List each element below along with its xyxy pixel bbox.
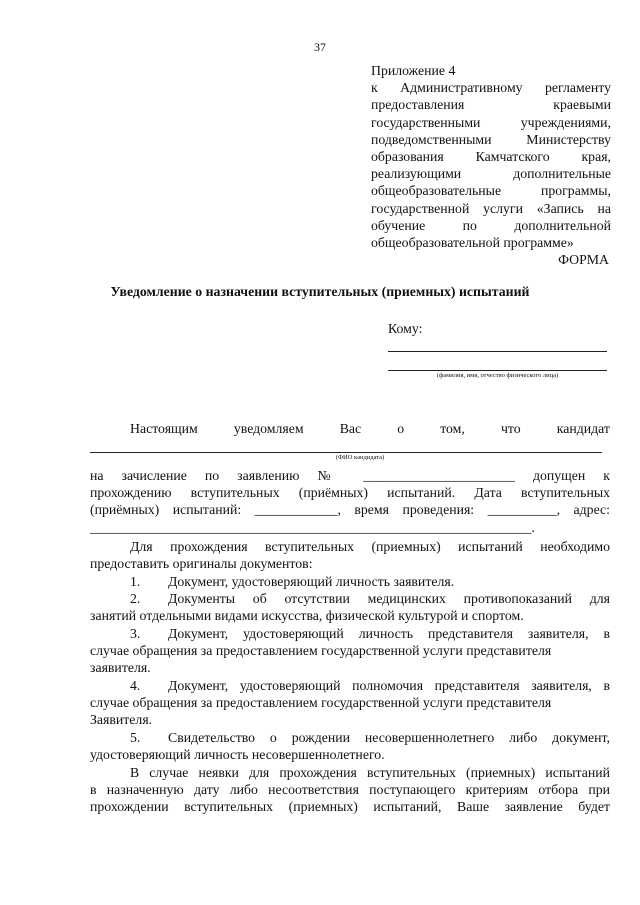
intro-word: о <box>397 421 405 436</box>
recipient-caption: (фамилия, имя, отчество физического лица) <box>436 372 559 379</box>
item-text: занятий отдельными видами искусства, физической культурой и спортом. <box>90 608 524 624</box>
form-label: ФОРМА <box>558 252 609 267</box>
paragraph-line: прохождению вступительных (приёмных) испытаний. Дата вступительных <box>90 485 610 501</box>
candidate-caption: (ФИО кандидата) <box>335 454 385 461</box>
item-text: Заявителя. <box>90 712 153 728</box>
list-item <box>90 590 610 624</box>
list-item <box>90 729 610 763</box>
item-text: удостоверяющий личность несовершеннолетнего. <box>90 747 385 763</box>
final-paragraph <box>90 764 610 816</box>
appendix-line: государственной услуги «Запись на <box>371 200 611 216</box>
candidate-line <box>90 452 602 453</box>
appendix-line: подведомственными Министерству <box>371 131 611 147</box>
recipient-line-2 <box>388 370 607 371</box>
list-item <box>90 573 610 590</box>
intro-word: что <box>500 421 521 436</box>
paragraph-line: В случае неявки для прохождения вступительных (приемных) испытаний <box>130 765 610 780</box>
appendix-line: государственными учреждениями, <box>371 114 611 130</box>
page-number: 37 <box>314 40 326 54</box>
paragraph-line: в назначенную дату либо несоответствия поступающего критериям отбора при <box>90 782 610 798</box>
paragraph-line: ________________________________________________________________. <box>90 519 535 535</box>
appendix-line: реализующими дополнительные <box>371 166 611 182</box>
item-number: 2. <box>130 591 141 606</box>
paragraph-line: прохождении вступительных (приемных) испытаний, Ваше заявление будет <box>90 799 610 815</box>
intro-word: Настоящим <box>130 421 198 436</box>
list-item <box>90 677 610 729</box>
item-text: случае обращения за предоставлением государственной услуги представителя <box>90 643 552 659</box>
paragraph-line: на зачисление по заявлению № ______________________ допущен к <box>90 468 610 483</box>
paragraph-line: Для прохождения вступительных (приемных) испытаний необходимо <box>130 539 610 554</box>
item-text: случае обращения за предоставлением государственной услуги представителя <box>90 695 552 711</box>
item-text: Документ, удостоверяющий личность заявителя. <box>168 574 455 589</box>
item-number: 3. <box>130 626 141 641</box>
item-number: 1. <box>130 574 141 589</box>
intro-word: кандидат <box>556 421 610 436</box>
appendix-header <box>371 62 611 251</box>
paragraph-line: предоставить оригиналы документов: <box>90 556 313 572</box>
item-text: Документ, удостоверяющий личность представителя заявителя, в <box>168 626 610 641</box>
list-item <box>90 625 610 677</box>
item-text: Документы об отсутствии медицинских противопоказаний для <box>168 591 610 606</box>
item-text: заявителя. <box>90 660 151 676</box>
item-text: Документ, удостоверяющий полномочия представителя заявителя, в <box>168 678 610 693</box>
intro-word: том, <box>440 421 465 436</box>
appendix-line: общеобразовательной программе» <box>371 235 574 251</box>
appendix-line: образования Камчатского края, <box>371 149 611 165</box>
intro-word: уведомляем <box>233 421 304 436</box>
paragraph-line: (приёмных) испытаний: ____________, время проведения: __________, адрес: <box>90 502 610 518</box>
recipient-label: Кому: <box>388 321 423 336</box>
appendix-line: к Административному регламенту <box>371 80 611 96</box>
appendix-line: Приложение 4 <box>371 63 456 78</box>
appendix-line: обучение по дополнительной <box>371 217 611 233</box>
admission-paragraph <box>90 467 610 536</box>
item-number: 4. <box>130 678 141 693</box>
item-text: Свидетельство о рождении несовершеннолетнего либо документ, <box>168 730 610 745</box>
intro-line <box>130 421 610 437</box>
recipient-line-1 <box>388 351 607 352</box>
document-title: Уведомление о назначении вступительных (приемных) испытаний <box>110 284 530 299</box>
appendix-line: предоставления краевыми <box>371 97 611 113</box>
item-number: 5. <box>130 730 141 745</box>
appendix-line: общеобразовательные программы, <box>371 183 611 199</box>
documents-paragraph <box>90 538 610 572</box>
intro-word: Вас <box>339 421 362 436</box>
